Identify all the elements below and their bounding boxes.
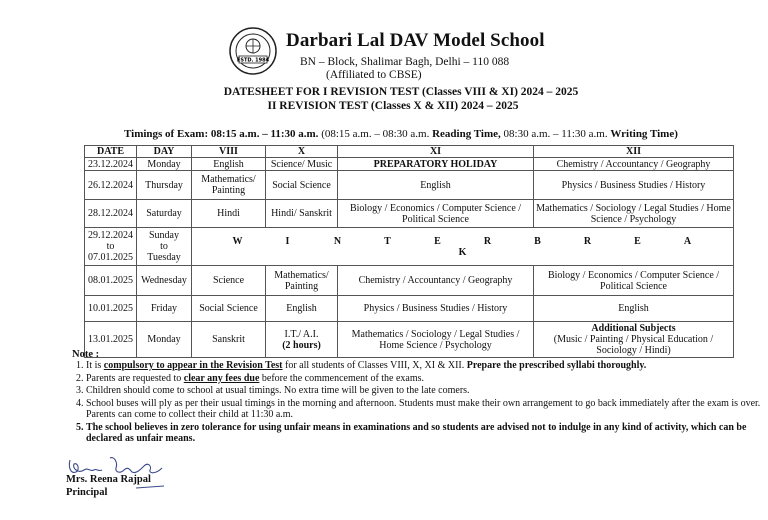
- cell-viii: English: [192, 158, 266, 171]
- break-letter: E: [634, 235, 641, 247]
- cell-x: Hindi/ Sanskrit: [266, 200, 338, 228]
- table-row: [85, 266, 734, 296]
- cell-xii: Mathematics / Sociology / Legal Studies / Home Science / Psychology: [534, 200, 734, 228]
- day-range-to: to: [160, 241, 168, 252]
- break-letter: B: [534, 235, 541, 247]
- note-2-underlined: clear any fees due: [183, 372, 260, 384]
- logo-text: ESTD. 1984: [236, 57, 270, 64]
- writing-time-label: Writing Time): [610, 128, 678, 140]
- note-item: 4. School buses will ply as per their usual timings in the morning and afternoon. Students must make their own arrangement to go back immediately after the exam is over. Parents can come to collect their child at 11:30 a.m.: [86, 398, 768, 421]
- break-letter: W: [232, 235, 243, 247]
- cell-xii: Biology / Economics / Computer Science / Political Science: [534, 266, 734, 296]
- cell-x: Social Science: [266, 171, 338, 200]
- principal-title: Principal: [66, 487, 108, 498]
- reading-time-label: Reading Time,: [432, 128, 501, 140]
- col-header-xii: XII: [534, 146, 734, 158]
- date-range-to: to: [106, 241, 115, 252]
- note-item: [86, 373, 768, 385]
- principal-name: Mrs. Reena Rajpal: [66, 474, 151, 485]
- cell-date: 23.12.2024: [85, 158, 137, 171]
- school-address: BN – Block, Shalimar Bagh, Delhi – 110 088: [300, 56, 510, 68]
- table-header-row: [85, 146, 734, 158]
- cell-viii: Sanskrit: [192, 322, 266, 358]
- col-header-day: DAY: [137, 146, 192, 158]
- cell-x-duration: (2 hours): [282, 339, 321, 351]
- table-row: [85, 158, 734, 171]
- break-letter: K: [458, 246, 467, 258]
- cell-x: English: [266, 296, 338, 322]
- cell-xii: Chemistry / Accountancy / Geography: [534, 158, 734, 171]
- school-affiliation: (Affiliated to CBSE): [326, 69, 422, 81]
- cell-date-range: [85, 228, 137, 266]
- date-range-start: 29.12.2024: [88, 230, 133, 241]
- cell-day: Wednesday: [137, 266, 192, 296]
- cell-viii: Hindi: [192, 200, 266, 228]
- cell-date: 26.12.2024: [85, 171, 137, 200]
- cell-day-range: [137, 228, 192, 266]
- note-2-pre: Parents are requested to: [86, 372, 182, 384]
- cell-xi: Mathematics / Sociology / Legal Studies / Home Science / Psychology: [338, 322, 534, 358]
- datesheet-table: [84, 145, 734, 358]
- note-1-pre: It is: [86, 360, 102, 371]
- cell-x-subject: I.T./ A.I.: [284, 328, 319, 340]
- table-row: [85, 322, 734, 358]
- datesheet-title-2: II REVISION TEST (Classes X & XII) 2024 – 2025: [267, 100, 519, 112]
- cell-viii: Mathematics/ Painting: [192, 171, 266, 200]
- timings-detail-mid: 08:30 a.m. – 11:30 a.m.: [503, 128, 608, 140]
- notes-list: [68, 360, 768, 446]
- break-letter: I: [285, 235, 290, 247]
- table-row-winter-break: [85, 228, 734, 266]
- cell-date: 28.12.2024: [85, 200, 137, 228]
- note-1-underlined: compulsory to appear in the Revision Test: [103, 360, 283, 371]
- cell-day: Saturday: [137, 200, 192, 228]
- cell-xi: PREPARATORY HOLIDAY: [338, 158, 534, 171]
- note-2-post: before the commencement of the exams.: [261, 372, 425, 384]
- additional-subjects-detail: (Music / Painting / Physical Education / Sociology / Hindi): [553, 334, 714, 356]
- cell-xi: Biology / Economics / Computer Science / Political Science: [338, 200, 534, 228]
- break-letter: E: [434, 235, 441, 247]
- cell-date: 08.01.2025: [85, 266, 137, 296]
- cell-xi: English: [338, 171, 534, 200]
- cell-date: 10.01.2025: [85, 296, 137, 322]
- school-logo: [228, 26, 278, 76]
- cell-xii: English: [534, 296, 734, 322]
- cell-xii: Physics / Business Studies / History: [534, 171, 734, 200]
- note-item: 3. Children should come to school at usual timings. No extra time will be given to the late comers.: [86, 385, 768, 397]
- table-row: [85, 171, 734, 200]
- date-range-end: 07.01.2025: [88, 252, 133, 263]
- datesheet-title-1: DATESHEET FOR I REVISION TEST (Classes VIII & XI) 2024 – 2025: [223, 86, 579, 98]
- break-letter: A: [683, 235, 692, 247]
- day-range-start: Sunday: [149, 230, 179, 241]
- school-name: Darbari Lal DAV Model School: [286, 30, 545, 51]
- cell-day: Thursday: [137, 171, 192, 200]
- cell-day: Monday: [137, 158, 192, 171]
- note-item: [86, 360, 768, 372]
- break-letter: R: [583, 235, 592, 247]
- table-row: [85, 296, 734, 322]
- notes-heading: Note :: [72, 349, 100, 360]
- col-header-date: DATE: [85, 146, 137, 158]
- break-letter: R: [483, 235, 492, 247]
- timings-main: Timings of Exam: 08:15 a.m. – 11:30 a.m.: [124, 128, 319, 140]
- note-item: 5. The school believes in zero tolerance for using unfair means in examinations and so students are advised not to indulge in any kind of activity, which can be declared as unfair means.: [86, 422, 768, 445]
- cell-date: 13.01.2025: [85, 322, 137, 358]
- cell-xii: [534, 322, 734, 358]
- winter-break-cell: [192, 228, 734, 266]
- day-range-end: Tuesday: [147, 252, 181, 263]
- break-letter: T: [384, 235, 391, 247]
- cell-x: Science/ Music: [266, 158, 338, 171]
- col-header-x: X: [266, 146, 338, 158]
- principal-signature: [66, 452, 201, 492]
- cell-x: [266, 322, 338, 358]
- cell-viii: Science: [192, 266, 266, 296]
- cell-x: Mathematics/ Painting: [266, 266, 338, 296]
- table-row: [85, 200, 734, 228]
- cell-day: Friday: [137, 296, 192, 322]
- exam-timings: [124, 128, 678, 140]
- additional-subjects-title: Additional Subjects: [591, 323, 676, 334]
- cell-xi: Physics / Business Studies / History: [338, 296, 534, 322]
- col-header-xi: XI: [338, 146, 534, 158]
- timings-detail-pre: (08:15 a.m. – 08:30 a.m.: [321, 128, 430, 140]
- cell-viii: Social Science: [192, 296, 266, 322]
- cell-xi: Chemistry / Accountancy / Geography: [338, 266, 534, 296]
- col-header-viii: VIII: [192, 146, 266, 158]
- note-1-bold: Prepare the prescribed syllabi thoroughly.: [466, 360, 647, 371]
- note-1-mid: for all students of Classes VIII, X, XI & XII.: [285, 360, 465, 371]
- cell-day: Monday: [137, 322, 192, 358]
- break-letter: N: [333, 235, 342, 247]
